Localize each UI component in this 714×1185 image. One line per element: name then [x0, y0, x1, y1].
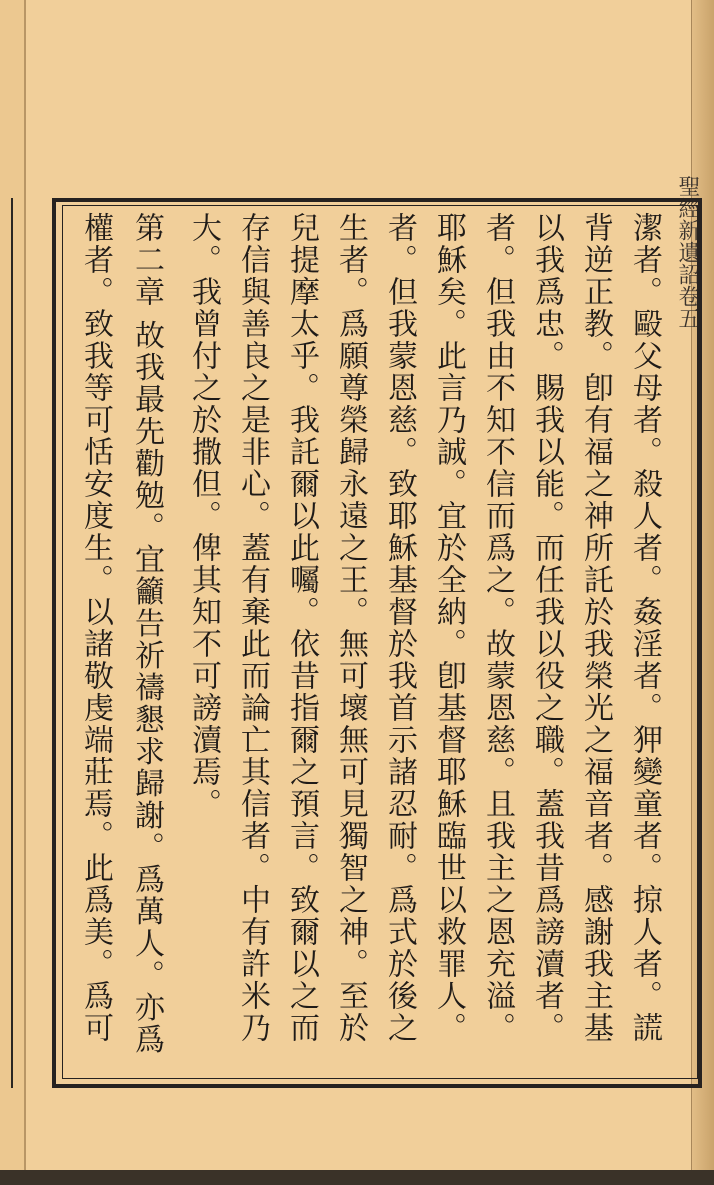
- text-column-9: 存信與善良之是非心。蓋有棄此而論亡其信者。中有許米乃: [235, 212, 270, 1044]
- scan-bottom-edge: [0, 1170, 714, 1185]
- text-column-5: 耶穌矣。此言乃誠。宜於全納。卽基督耶穌臨世以救罪人。: [431, 212, 466, 1044]
- text-column-4: 者。但我由不知不信而爲之。故蒙恩慈。且我主之恩充溢。: [480, 212, 515, 1044]
- text-column-1: 潔者。毆父母者。殺人者。姦淫者。狎變童者。掠人者。謊: [627, 212, 662, 1044]
- text-column-12: 權者。致我等可恬安度生。以諸敬虔端莊焉。此爲美。爲可: [78, 212, 113, 1044]
- text-column-11: 第二章 故我最先勸勉。宜籲告祈禱懇求歸謝。爲萬人。亦爲: [129, 212, 164, 1056]
- text-column-3: 以我爲忠。賜我以能。而任我以役之職。蓋我昔爲謗瀆者。: [529, 212, 564, 1044]
- text-column-7: 生者。爲願尊榮歸永遠之王。無可壞無可見獨智之神。至於: [333, 212, 368, 1044]
- text-column-2: 背逆正教。卽有福之神所託於我榮光之福音者。感謝我主基: [578, 212, 613, 1044]
- text-column-8: 兒提摩太乎。我託爾以此囑。依昔指爾之預言。致爾以之而: [284, 212, 319, 1044]
- text-column-10: 大。我曾付之於撒但。俾其知不可謗瀆焉。: [186, 212, 221, 820]
- text-column-6: 者。但我蒙恩慈。致耶穌基督於我首示諸忍耐。爲式於後之: [382, 212, 417, 1044]
- previous-leaf-border: [2, 198, 13, 1088]
- running-title: 聖經新遺詔卷五: [675, 175, 700, 329]
